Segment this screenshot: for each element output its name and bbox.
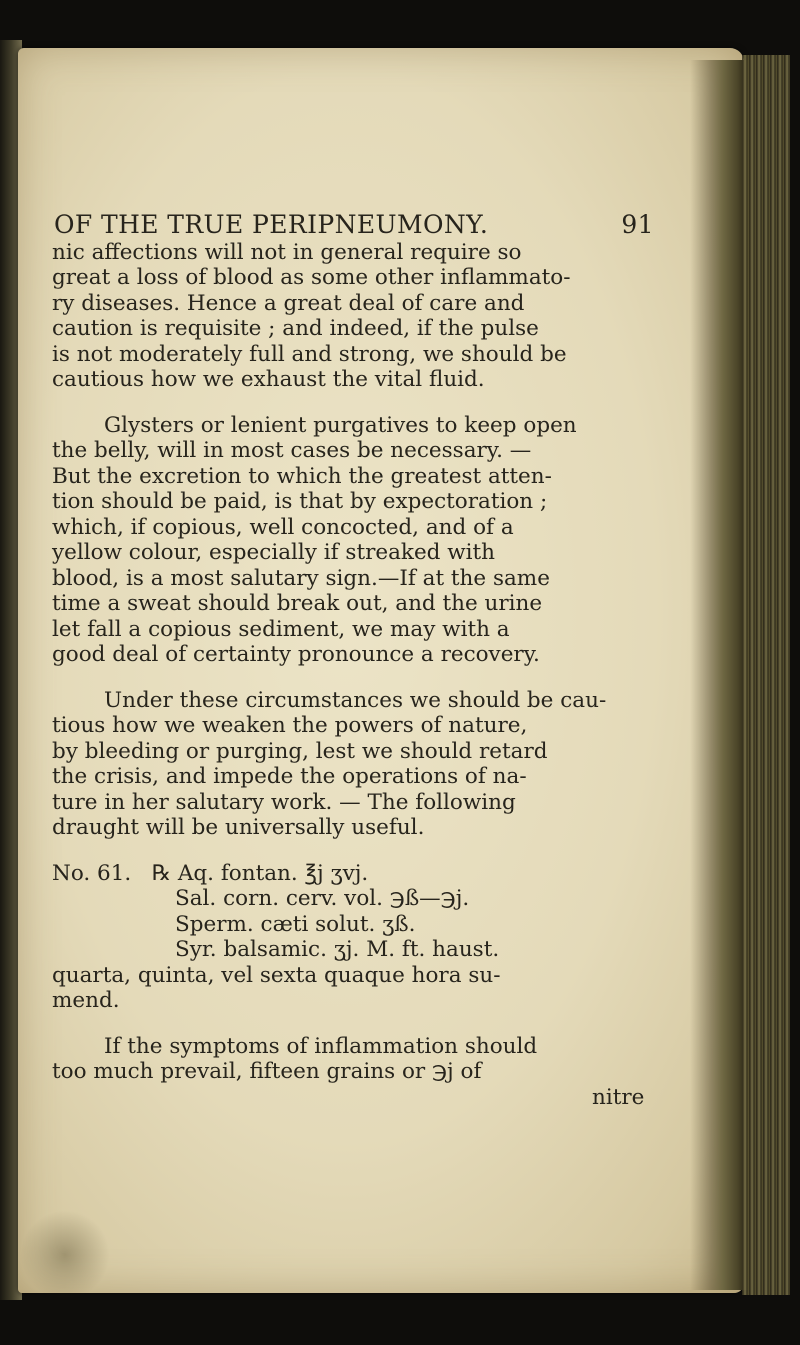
text-line: ry diseases. Hence a great deal of care and: [52, 290, 525, 316]
paper-stain: [20, 1210, 110, 1300]
paragraph-3: [52, 688, 692, 841]
text-line: time a sweat should break out, and the urine: [52, 591, 543, 616]
text-line: good deal of certainty pronounce a recovery.: [52, 642, 540, 667]
text-line: Under these circumstances we should be cau-: [104, 687, 607, 713]
text-line: the belly, will in most cases be necessary. —: [52, 438, 532, 463]
text-line: nic affections will not in general require so: [52, 239, 522, 265]
catchword: nitre: [592, 1084, 645, 1110]
text-line: let fall a copious sediment, we may with a: [52, 616, 510, 642]
text-line: tious how we weaken the powers of nature,: [52, 713, 528, 738]
text-line: Glysters or lenient purgatives to keep open: [104, 412, 577, 438]
page-text: [52, 212, 692, 1110]
text-line: blood, is a most salutary sign.—If at the same: [52, 565, 550, 591]
prescription: [52, 861, 692, 1014]
running-header: [52, 212, 654, 238]
page-number: 91: [621, 210, 654, 239]
paragraph-4: [52, 1034, 692, 1111]
text-line: ture in her salutary work. — The following: [52, 789, 516, 815]
text-line: great a loss of blood as some other inflammato-: [52, 265, 571, 290]
text-line: yellow colour, especially if streaked with: [52, 540, 496, 565]
prescription-line: mend.: [52, 988, 120, 1013]
page-edges-stack: [742, 55, 790, 1295]
prescription-number: No. 61.: [52, 860, 132, 886]
text-line: caution is requisite ; and indeed, if the pulse: [52, 316, 539, 341]
prescription-line: Sal. corn. cerv. vol. ℈ß—℈j.: [175, 886, 470, 911]
text-line: tion should be paid, is that by expectoration ;: [52, 489, 548, 514]
text-line: is not moderately full and strong, we should be: [52, 341, 567, 367]
text-line: the crisis, and impede the operations of na-: [52, 764, 527, 789]
paragraph-2: [52, 413, 692, 668]
text-line: by bleeding or purging, lest we should retard: [52, 738, 548, 764]
prescription-line: Syr. balsamic. ʒj. M. ft. haust.: [175, 937, 500, 962]
text-line: If the symptoms of inflammation should: [104, 1033, 538, 1059]
running-title: OF THE TRUE PERIPNEUMONY.: [54, 210, 489, 239]
text-line: which, if copious, well concocted, and of a: [52, 514, 514, 540]
paragraph-1: [52, 240, 692, 393]
text-line: cautious how we exhaust the vital fluid.: [52, 367, 485, 392]
prescription-first-line: [52, 861, 692, 887]
prescription-line: ℞ Aq. fontan. ℥j ʒvj.: [151, 860, 369, 886]
text-line: But the excretion to which the greatest atten-: [52, 463, 552, 489]
page-gutter-shadow: [690, 60, 750, 1290]
prescription-line: Sperm. cæti solut. ʒß.: [175, 911, 416, 937]
text-line: too much prevail, fifteen grains or ℈j of: [52, 1059, 482, 1084]
prescription-line: quarta, quinta, vel sexta quaque hora su-: [52, 962, 501, 988]
text-line: draught will be universally useful.: [52, 815, 425, 840]
